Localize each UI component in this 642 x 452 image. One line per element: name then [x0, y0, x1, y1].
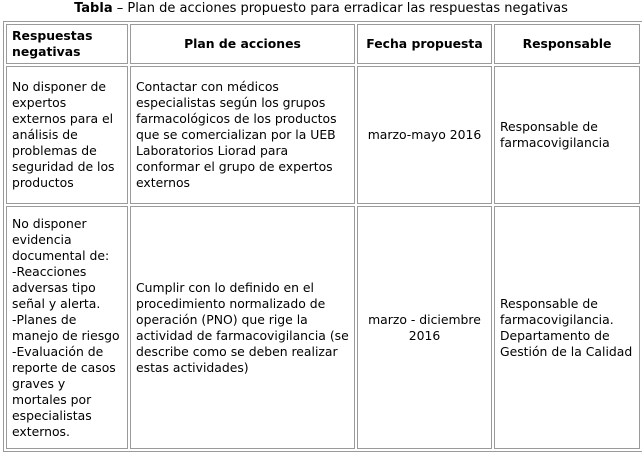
header-plan: Plan de acciones [130, 24, 355, 64]
cell-respuesta [6, 206, 128, 449]
table-row [6, 66, 640, 204]
cell-respuesta: No disponer de expertos externos para el análisis de problemas de seguridad de los productos [6, 66, 128, 204]
action-plan-table [3, 21, 642, 452]
header-respuestas: Respuestas negativas [6, 24, 128, 64]
cell-responsable: Responsable de farmacovigilancia. Departamento de Gestión de la Calidad [494, 206, 640, 449]
cell-responsable: Responsable de farmacovigilancia [494, 66, 640, 204]
header-fecha: Fecha propuesta [357, 24, 492, 64]
cell-fecha: marzo - diciembre 2016 [357, 206, 492, 449]
respuesta-line: No disponer evidencia documental de: [12, 215, 110, 263]
respuesta-line: -Planes de manejo de riesgo [12, 311, 120, 343]
cell-plan: Cumplir con lo definido en el procedimiento normalizado de operación (PNO) que rige la actividad de farmacovigilancia (se describe como se deben realizar estas actividades) [130, 206, 355, 449]
table-caption [0, 0, 642, 18]
caption-text: – Plan de acciones propuesto para erradicar las respuestas negativas [112, 1, 568, 16]
caption-label: Tabla [74, 1, 113, 16]
header-responsable: Responsable [494, 24, 640, 64]
respuesta-line: -Evaluación de reporte de casos graves y mortales por especialistas externos. [12, 343, 116, 439]
cell-fecha: marzo-mayo 2016 [357, 66, 492, 204]
cell-plan: Contactar con médicos especialistas según los grupos farmacológicos de los productos que se comercializan por la UEB Laboratorios Liorad para conformar el grupo de expertos externos [130, 66, 355, 204]
header-row [6, 24, 640, 64]
respuesta-line: -Reacciones adversas tipo señal y alerta. [12, 263, 101, 311]
table-row [6, 206, 640, 449]
